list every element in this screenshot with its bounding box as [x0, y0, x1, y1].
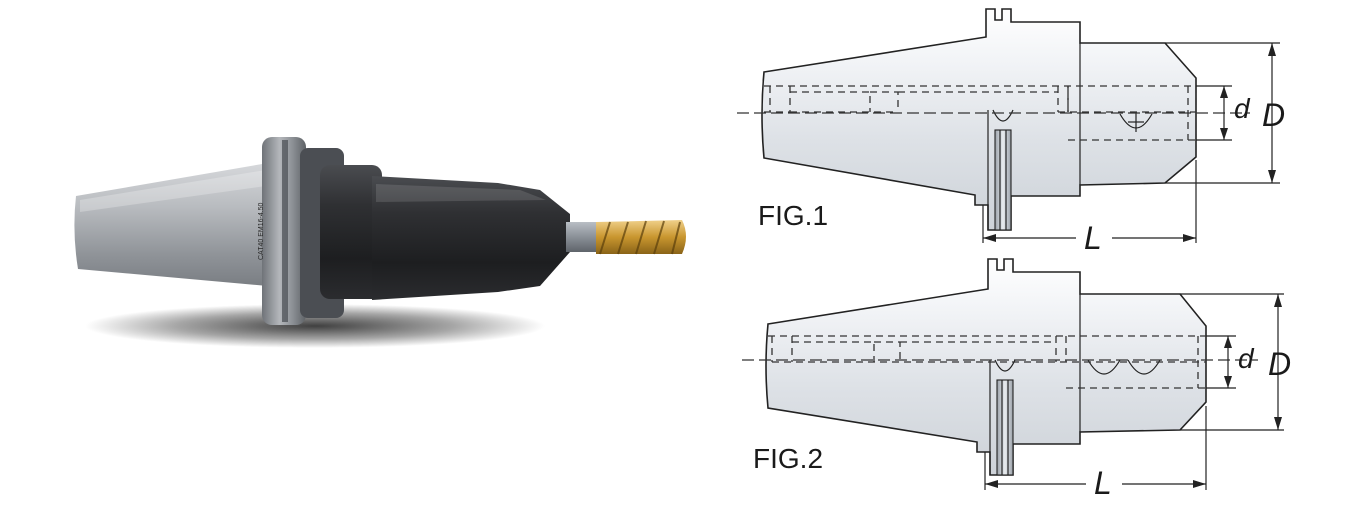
product-photo	[74, 137, 686, 348]
fig2-label: FIG.2	[753, 443, 824, 474]
fig2-flange-groove	[997, 380, 1013, 475]
fig2-outline	[766, 259, 1206, 475]
fig1-flange-groove	[995, 130, 1011, 230]
fig1-outline	[762, 9, 1196, 230]
figure-1	[737, 9, 1285, 256]
holder-marking: CAT40 EM16-4.50	[258, 202, 265, 260]
fig1-label: FIG.1	[758, 200, 829, 231]
flange-groove	[282, 140, 288, 322]
fig2-dim-D: D	[1268, 346, 1292, 382]
end-mill-shank	[566, 222, 600, 252]
figure-2	[742, 259, 1291, 501]
fig1-dim-L: L	[1084, 220, 1102, 256]
fig1-dim-D: D	[1262, 97, 1286, 133]
fig1-dim-d: d	[1234, 93, 1250, 124]
fig2-dim-d: d	[1238, 343, 1254, 374]
fig2-dim-L: L	[1094, 465, 1112, 501]
